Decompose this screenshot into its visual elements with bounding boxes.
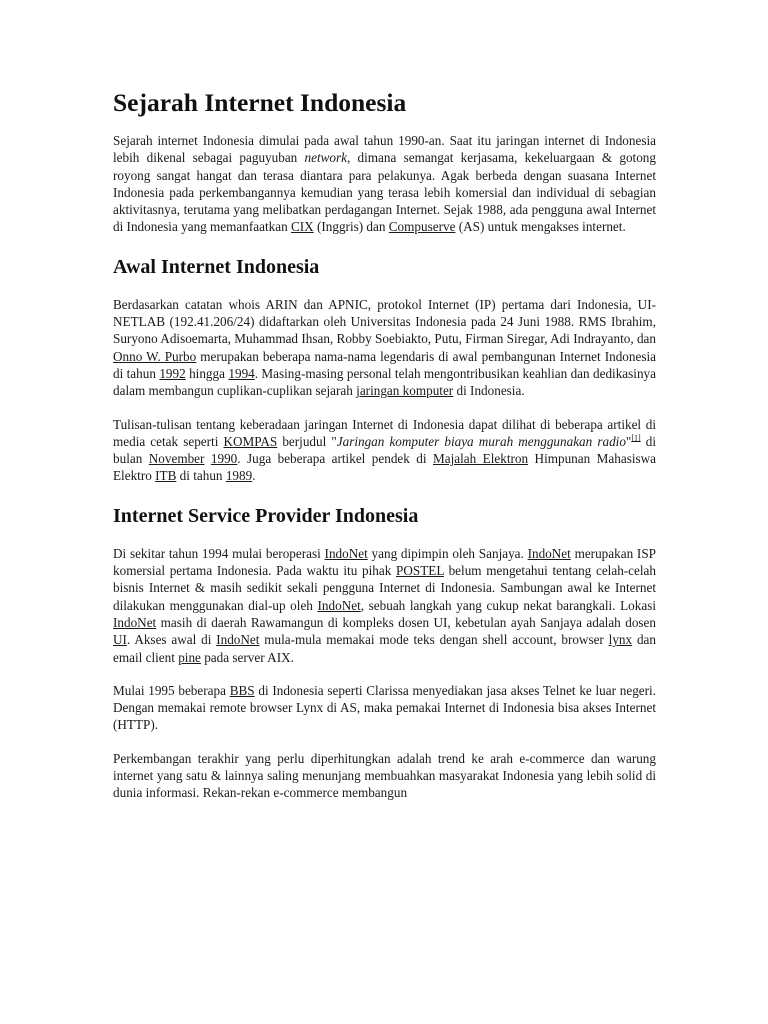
text: Tulisan-tulisan tentang keberadaan jaringan Internet di Indonesia dapat dilihat di beberapa artikel di media cetak seperti xyxy=(113,416,656,449)
awal-paragraph-2 xyxy=(113,416,656,485)
text: Berdasarkan catatan whois ARIN dan APNIC, protokol Internet (IP) pertama dari Indonesia, UI-NETLAB (192.41.206/24) didaftarkan oleh Universitas Indonesia pada 24 Juni 1988. RMS Ibrahim, Suryono Adisoemarta, Muhammad Ihsan, Robby Soebiakto, Putu, Firman Siregar, Adi Indrayanto, dan xyxy=(113,296,656,347)
emphasis-article-title: Jaringan komputer biaya murah menggunakan radio xyxy=(336,433,626,449)
link-indonet[interactable]: IndoNet xyxy=(317,597,361,613)
text: (Inggris) dan xyxy=(313,219,389,235)
link-november[interactable]: November xyxy=(148,451,205,467)
link-onno-w-purbo[interactable]: Onno W. Purbo xyxy=(113,348,197,364)
link-compuserve[interactable]: Compuserve xyxy=(388,219,456,235)
text: " xyxy=(625,433,632,449)
link-kompas[interactable]: KOMPAS xyxy=(223,433,278,449)
link-indonet[interactable]: IndoNet xyxy=(216,632,260,648)
footnote-link[interactable]: [1] xyxy=(631,433,641,443)
link-bbs[interactable]: BBS xyxy=(229,682,255,698)
page-title: Sejarah Internet Indonesia xyxy=(113,88,407,117)
link-cix[interactable]: CIX xyxy=(290,219,314,235)
isp-paragraph-3 xyxy=(113,750,656,802)
heading-isp-indonesia: Internet Service Provider Indonesia xyxy=(113,504,419,527)
link-1989[interactable]: 1989 xyxy=(225,468,253,484)
link-indonet[interactable]: IndoNet xyxy=(527,545,571,561)
link-1990[interactable]: 1990 xyxy=(210,451,238,467)
link-indonet[interactable]: IndoNet xyxy=(113,614,157,630)
link-itb[interactable]: ITB xyxy=(155,468,177,484)
text: . Masing-masing personal telah mengontribusikan keahlian dan dedikasinya dalam membangun cuplikan-cuplikan sejarah xyxy=(113,365,657,399)
text: di Indonesia seperti Clarissa menyediakan jasa akses Telnet ke luar negeri. Dengan memakai remote browser Lynx di AS, maka pemakai Internet di Indonesia bisa akses Internet (HTTP). xyxy=(113,682,656,733)
text: belum mengetahui tentang celah-celah bisnis Internet & masih sedikit sekali pengguna Internet di Indonesia. Sambungan awal ke Internet dilakukan menggunakan dial-up oleh xyxy=(113,563,657,613)
link-majalah-elektron[interactable]: Majalah Elektron xyxy=(433,451,529,467)
link-lynx[interactable]: lynx xyxy=(608,632,633,648)
link-indonet[interactable]: IndoNet xyxy=(324,545,368,561)
text: . xyxy=(252,468,256,484)
heading-awal-internet: Awal Internet Indonesia xyxy=(113,255,320,278)
text: merupakan ISP komersial pertama Indonesia. Pada waktu itu pihak xyxy=(113,545,656,579)
text: . Akses awal di xyxy=(126,632,217,648)
text: yang dipimpin oleh Sanjaya. xyxy=(367,545,528,561)
text: Perkembangan terakhir yang perlu diperhitungkan adalah trend ke arah e-commerce dan warung internet yang satu & lainnya saling menunjang membuahkan masyarakat Indonesia yang lebih solid di dunia informasi. Rekan-rekan e-commerce membangun xyxy=(113,750,656,801)
text: , dimana semangat kerjasama, kekeluargaan & gotong royong sangat hangat dan terasa diantara para pelakunya. Agak berbeda dengan suasana Internet Indonesia pada perkembangannya kemudian yang terasa lebih komersial dan individual di sebagian aktivitasnya, terutama yang melibatkan perdagangan Internet. Sejak 1988, ada pengguna awal Internet di Indonesia yang memanfaatkan xyxy=(113,150,656,235)
text: , sebuah langkah yang cukup nekat barangkali. Lokasi xyxy=(360,597,656,613)
text: di Indonesia. xyxy=(453,383,525,399)
isp-paragraph-1 xyxy=(113,545,656,666)
text: merupakan beberapa nama-nama legendaris di awal pembangunan Internet Indonesia di tahun xyxy=(113,348,656,381)
text: Di sekitar tahun 1994 mulai beroperasi xyxy=(113,545,325,561)
link-1992[interactable]: 1992 xyxy=(159,365,186,381)
intro-paragraph xyxy=(113,132,656,236)
text: . Juga beberapa artikel pendek di xyxy=(237,451,434,467)
text: masih di daerah Rawamangun di kompleks dosen UI, kebetulan ayah Sanjaya adalah dosen xyxy=(156,614,656,630)
text: dan email client xyxy=(113,632,656,665)
awal-paragraph-1 xyxy=(113,296,656,400)
link-postel[interactable]: POSTEL xyxy=(396,563,444,579)
text: di bulan xyxy=(113,433,656,467)
text: pada server AIX. xyxy=(200,649,294,665)
isp-paragraph-2 xyxy=(113,682,656,734)
link-1994[interactable]: 1994 xyxy=(228,365,255,381)
text: di tahun xyxy=(176,468,226,484)
text: (AS) untuk mengakses internet. xyxy=(455,219,626,235)
link-pine[interactable]: pine xyxy=(178,649,201,665)
text: mula-mula memakai mode teks dengan shell account, browser xyxy=(259,632,609,648)
text: Himpunan Mahasiswa Elektro xyxy=(113,451,656,484)
text: Mulai 1995 beberapa xyxy=(113,682,230,698)
text: Sejarah internet Indonesia dimulai pada awal tahun 1990-an. Saat itu jaringan internet di Indonesia lebih dikenal sebagai paguyuban xyxy=(113,133,656,166)
link-jaringan-komputer[interactable]: jaringan komputer xyxy=(356,383,454,399)
text: berjudul " xyxy=(277,433,337,449)
link-ui[interactable]: UI xyxy=(113,632,127,648)
emphasis-network: network xyxy=(304,150,348,166)
text: hingga xyxy=(185,365,229,381)
document-page xyxy=(113,88,656,802)
